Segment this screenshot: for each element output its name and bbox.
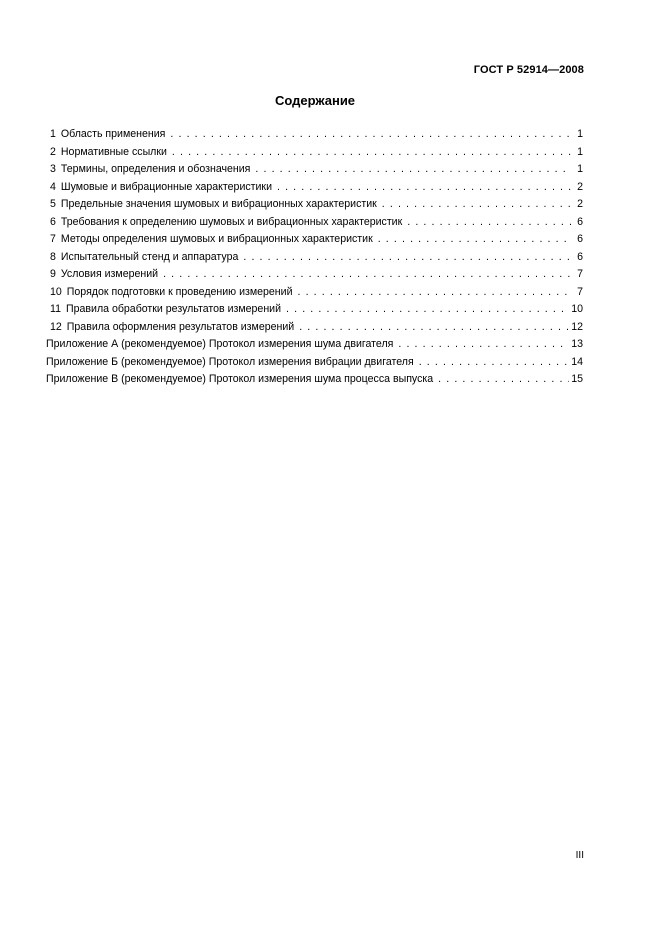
toc-entry-number: 1 xyxy=(50,128,56,140)
toc-dot-leader xyxy=(438,371,569,389)
toc-dot-leader xyxy=(172,144,571,162)
toc-entry-label: Приложение А (рекомендуемое) Протокол измерения шума двигателя xyxy=(46,338,394,350)
toc-entry-number: 6 xyxy=(50,215,56,228)
toc-entry-label: Правила оформления результатов измерений xyxy=(66,320,295,333)
toc-entry-label: Требования к определению шумовых и вибрационных характеристик xyxy=(60,215,403,228)
toc-entry-number: 8 xyxy=(50,250,56,263)
toc-entry-page: 7 xyxy=(577,285,583,298)
toc-entry-number: 7 xyxy=(50,233,56,245)
toc-entry-title xyxy=(50,284,293,302)
toc-entry-label: Шумовые и вибрационные характеристики xyxy=(60,180,272,193)
toc-dot-leader xyxy=(286,301,569,319)
toc-dot-leader xyxy=(378,231,571,249)
toc-dot-leader xyxy=(255,161,571,179)
toc-entry[interactable] xyxy=(46,179,583,197)
toc-dot-leader xyxy=(277,179,571,197)
toc-entry-page: 13 xyxy=(571,338,583,350)
toc-entry-label: Испытательный стенд и аппаратура xyxy=(60,250,239,263)
toc-entry-label: Приложение В (рекомендуемое) Протокол измерения шума процесса выпуска xyxy=(46,373,434,385)
toc-dot-leader xyxy=(163,266,571,284)
toc-entry-title xyxy=(50,231,373,249)
toc-entry-page: 7 xyxy=(577,268,583,280)
page-number: III xyxy=(575,850,584,861)
toc-entry-title xyxy=(46,371,433,389)
toc-entry-page: 6 xyxy=(577,233,583,245)
toc-entry-title xyxy=(50,126,165,144)
toc-entry-label: Область применения xyxy=(60,128,166,140)
toc-dot-leader xyxy=(299,319,569,337)
toc-entry[interactable] xyxy=(46,266,583,284)
toc-entry-page: 12 xyxy=(571,320,583,333)
toc-entry[interactable] xyxy=(46,126,583,144)
toc-entry-page: 2 xyxy=(577,198,583,210)
document-code: ГОСТ Р 52914—2008 xyxy=(473,64,584,76)
toc-dot-leader xyxy=(407,214,571,232)
toc-entry[interactable] xyxy=(46,319,583,337)
toc-entry[interactable] xyxy=(46,336,583,354)
toc-entry-number: 12 xyxy=(50,320,62,333)
toc-entry[interactable] xyxy=(46,284,583,302)
toc-entry-number: 4 xyxy=(50,180,56,193)
toc-entry[interactable] xyxy=(46,196,583,214)
toc-entry[interactable] xyxy=(46,249,583,267)
toc-entry-page: 2 xyxy=(577,180,583,193)
toc-entry-label: Методы определения шумовых и вибрационных характеристик xyxy=(60,233,373,245)
toc-entry-title xyxy=(50,301,281,319)
toc-entry-number: 5 xyxy=(50,198,56,210)
toc-entry[interactable] xyxy=(46,231,583,249)
toc-entry-page: 14 xyxy=(571,355,583,368)
toc-dot-leader xyxy=(243,249,571,267)
toc-entry-label: Условия измерений xyxy=(60,268,159,280)
toc-entry-label: Порядок подготовки к проведению измерений xyxy=(66,285,293,298)
toc-entry[interactable] xyxy=(46,214,583,232)
toc-entry[interactable] xyxy=(46,354,583,372)
toc-entry-label: Предельные значения шумовых и вибрационных характеристик xyxy=(60,198,377,210)
table-of-contents xyxy=(46,126,583,389)
toc-dot-leader xyxy=(419,354,570,372)
toc-entry[interactable] xyxy=(46,371,583,389)
toc-entry-title xyxy=(50,214,402,232)
toc-entry[interactable] xyxy=(46,301,583,319)
toc-entry-label: Правила обработки результатов измерений xyxy=(66,303,282,315)
toc-entry-number: 10 xyxy=(50,285,62,298)
toc-entry-page: 10 xyxy=(571,303,583,315)
toc-entry-number: 11 xyxy=(50,303,61,315)
toc-entry-label: Нормативные ссылки xyxy=(60,145,167,158)
toc-dot-leader xyxy=(170,126,571,144)
toc-entry-title xyxy=(50,249,238,267)
toc-dot-leader xyxy=(382,196,571,214)
page-title: Содержание xyxy=(274,93,356,108)
toc-entry[interactable] xyxy=(46,144,583,162)
toc-entry-page: 1 xyxy=(577,128,583,140)
toc-entry-number: 2 xyxy=(50,145,56,158)
toc-entry-title xyxy=(50,196,377,214)
toc-entry-page: 6 xyxy=(577,215,583,228)
toc-dot-leader xyxy=(398,336,569,354)
toc-entry-label: Приложение Б (рекомендуемое) Протокол измерения вибрации двигателя xyxy=(46,355,414,368)
toc-entry[interactable] xyxy=(46,161,583,179)
toc-entry-title xyxy=(46,336,393,354)
toc-entry-title xyxy=(50,161,250,179)
toc-entry-label: Термины, определения и обозначения xyxy=(60,163,251,175)
toc-dot-leader xyxy=(298,284,572,302)
toc-entry-page: 15 xyxy=(571,373,583,385)
toc-entry-page: 1 xyxy=(577,163,583,175)
toc-entry-number: 9 xyxy=(50,268,56,280)
toc-entry-title xyxy=(50,144,167,162)
toc-entry-title xyxy=(46,354,414,372)
toc-entry-title xyxy=(50,266,158,284)
toc-entry-number: 3 xyxy=(50,163,56,175)
toc-entry-title xyxy=(50,179,272,197)
toc-entry-page: 6 xyxy=(577,250,583,263)
toc-entry-page: 1 xyxy=(577,145,583,158)
toc-entry-title xyxy=(50,319,294,337)
